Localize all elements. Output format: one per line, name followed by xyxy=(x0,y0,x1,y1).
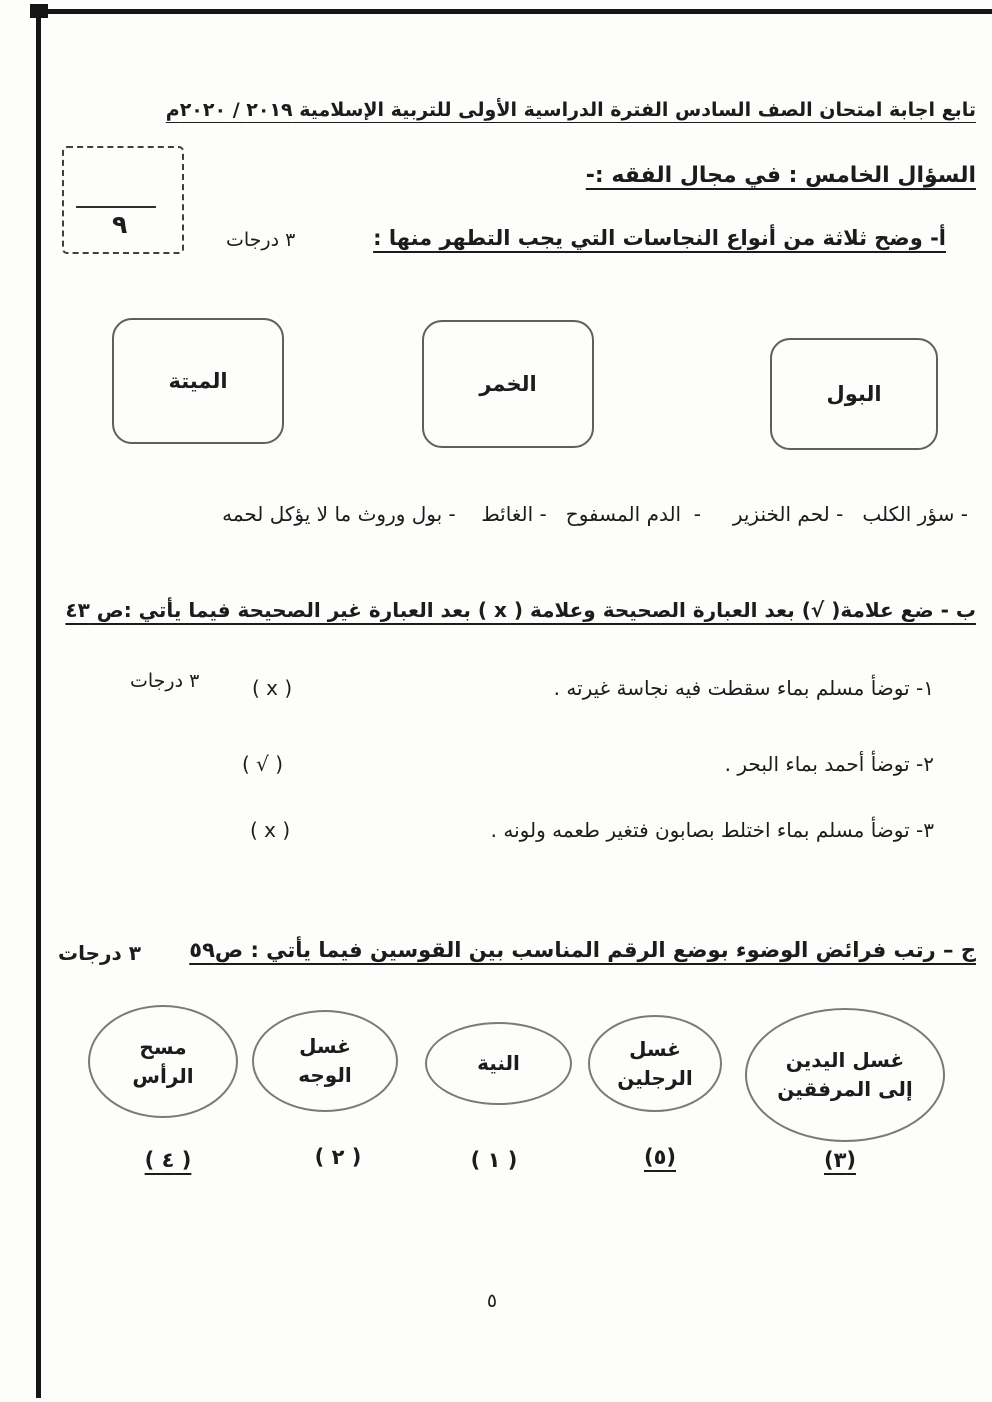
part-a-heading: أ- وضح ثلاثة من أنواع النجاسات التي يجب التطهر منها : xyxy=(373,226,946,250)
answer-box-urine xyxy=(770,338,938,450)
part-a-marks: ٣ درجات xyxy=(226,229,296,251)
part-c-marks: ٣ درجات xyxy=(58,941,141,965)
wudu-step-order-number: ( ٤ ) xyxy=(144,1148,192,1172)
part-b-heading: ب - ضع علامة( √) بعد العبارة الصحيحة وعلامة ( x ) بعد العبارة غير الصحيحة فيما يأتي :ص ٤٣ xyxy=(65,598,976,622)
answer-box-carrion xyxy=(112,318,284,444)
wudu-step-label: النية xyxy=(477,1051,520,1075)
question-title: السؤال الخامس : في مجال الفقه :- xyxy=(585,163,976,188)
scan-artifact-top-line xyxy=(44,9,992,14)
wudu-step-order-number: ( ١ ) xyxy=(470,1148,518,1172)
wudu-step-washing-feet xyxy=(588,1015,722,1112)
part-c-heading: ج – رتب فرائض الوضوء بوضع الرقم المناسب بين القوسين فيما يأتي : ص٥٩ xyxy=(189,938,976,962)
answer-box-wine xyxy=(422,320,594,448)
page-number: ٥ xyxy=(486,1290,498,1312)
wudu-step-order-number: (٥) xyxy=(643,1145,677,1169)
wudu-step-hands-to-elbows xyxy=(745,1008,945,1142)
answer-box-label: الخمر xyxy=(479,372,537,396)
wudu-step-order-number: (٣) xyxy=(823,1148,857,1172)
part-b-item-1-text: ١- توضأ مسلم بماء سقطت فيه نجاسة غيرته . xyxy=(553,676,934,700)
part-b-item-2-answer: ( √ ) xyxy=(242,752,284,776)
answer-box-label: الميتة xyxy=(168,369,228,393)
part-b-marks: ٣ درجات xyxy=(130,670,200,692)
part-b-item-1-answer: ( x ) xyxy=(252,676,293,700)
additional-answers-line: - سؤر الكلب - لحم الخنزير - الدم المسفوح - الغائط - بول وروث ما لا يؤكل لحمه xyxy=(222,502,968,526)
wudu-step-intention xyxy=(425,1022,572,1105)
wudu-step-order-number: ( ٢ ) xyxy=(314,1145,362,1169)
scan-artifact-corner-mark xyxy=(30,4,48,18)
part-b-item-3-text: ٣- توضأ مسلم بماء اختلط بصابون فتغير طعمه ولونه . xyxy=(490,818,934,842)
wudu-step-wiping-head xyxy=(88,1005,238,1118)
wudu-step-washing-face xyxy=(252,1010,398,1112)
wudu-step-label: مسح الرأس xyxy=(132,1034,194,1088)
grade-value: ٩ xyxy=(112,210,128,239)
wudu-step-label: غسل الرجلين xyxy=(617,1036,693,1090)
answer-box-label: البول xyxy=(826,382,882,406)
grade-box xyxy=(62,146,184,254)
part-b-item-2-text: ٢- توضأ أحمد بماء البحر . xyxy=(724,752,934,776)
wudu-step-label: غسل اليدين إلى المرفقين xyxy=(777,1048,913,1101)
document-header: تابع اجابة امتحان الصف السادس الفترة الدراسية الأولى للتربية الإسلامية ٢٠١٩ / ٢٠٢٠م xyxy=(165,99,976,121)
grade-box-line xyxy=(76,206,156,208)
scan-artifact-left-line xyxy=(36,6,41,1398)
part-b-item-3-answer: ( x ) xyxy=(250,818,291,842)
wudu-step-label: غسل الوجه xyxy=(298,1034,352,1087)
